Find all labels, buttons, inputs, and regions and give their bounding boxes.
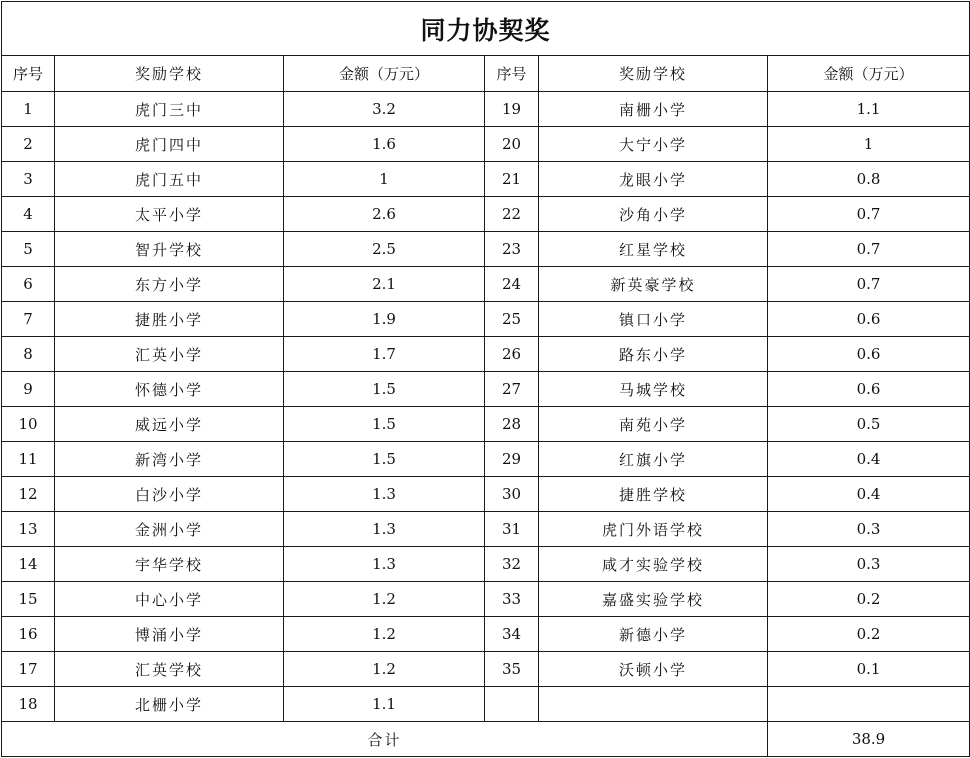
table-row	[2, 127, 970, 162]
row-school-right: 虎门外语学校	[539, 512, 768, 547]
table-row	[2, 512, 970, 547]
row-index-left: 7	[2, 302, 55, 337]
row-index-right: 22	[485, 197, 539, 232]
row-school-right: 嘉盛实验学校	[539, 582, 768, 617]
row-index-right: 19	[485, 92, 539, 127]
table-row	[2, 477, 970, 512]
table-row	[2, 652, 970, 687]
row-amount-right: 1.1	[768, 92, 970, 127]
row-school-right: 镇口小学	[539, 302, 768, 337]
row-school-left: 太平小学	[55, 197, 284, 232]
row-index-right: 26	[485, 337, 539, 372]
row-index-left: 1	[2, 92, 55, 127]
row-school-left: 捷胜小学	[55, 302, 284, 337]
row-school-left: 东方小学	[55, 267, 284, 302]
row-index-left: 11	[2, 442, 55, 477]
row-index-left: 2	[2, 127, 55, 162]
row-index-right: 34	[485, 617, 539, 652]
row-school-right: 新英豪学校	[539, 267, 768, 302]
row-index-right: 32	[485, 547, 539, 582]
header-index-left: 序号	[2, 56, 55, 92]
table-row	[2, 442, 970, 477]
table-row	[2, 232, 970, 267]
row-amount-right: 0.6	[768, 337, 970, 372]
row-amount-left: 1.3	[284, 512, 485, 547]
row-amount-left: 3.2	[284, 92, 485, 127]
row-index-left: 18	[2, 687, 55, 722]
row-school-left: 博涌小学	[55, 617, 284, 652]
row-amount-left: 1.5	[284, 407, 485, 442]
row-index-right: 27	[485, 372, 539, 407]
row-index-left: 15	[2, 582, 55, 617]
row-amount-left: 1.7	[284, 337, 485, 372]
row-amount-left: 2.6	[284, 197, 485, 232]
row-amount-left: 1.1	[284, 687, 485, 722]
row-index-right	[485, 687, 539, 722]
total-label: 合计	[2, 722, 768, 757]
row-school-right: 新德小学	[539, 617, 768, 652]
row-amount-right: 0.7	[768, 267, 970, 302]
table-row	[2, 372, 970, 407]
table-row	[2, 162, 970, 197]
header-amount-left: 金额（万元）	[284, 56, 485, 92]
row-index-left: 16	[2, 617, 55, 652]
row-index-left: 8	[2, 337, 55, 372]
row-index-left: 6	[2, 267, 55, 302]
table-body	[2, 2, 970, 757]
title-row	[2, 2, 970, 56]
row-amount-right: 0.6	[768, 372, 970, 407]
row-school-left: 宇华学校	[55, 547, 284, 582]
row-amount-right: 0.4	[768, 442, 970, 477]
row-school-right: 马城学校	[539, 372, 768, 407]
header-row	[2, 56, 970, 92]
row-index-right: 24	[485, 267, 539, 302]
row-school-left: 威远小学	[55, 407, 284, 442]
row-index-right: 21	[485, 162, 539, 197]
row-school-left: 北栅小学	[55, 687, 284, 722]
header-school-right: 奖励学校	[539, 56, 768, 92]
row-amount-right: 0.4	[768, 477, 970, 512]
row-index-left: 9	[2, 372, 55, 407]
row-amount-right: 0.2	[768, 582, 970, 617]
row-school-right	[539, 687, 768, 722]
award-table	[1, 1, 970, 757]
row-index-right: 31	[485, 512, 539, 547]
table-row	[2, 407, 970, 442]
row-index-right: 35	[485, 652, 539, 687]
row-amount-left: 1.3	[284, 547, 485, 582]
row-amount-left: 1.2	[284, 652, 485, 687]
row-school-left: 虎门四中	[55, 127, 284, 162]
row-index-left: 13	[2, 512, 55, 547]
row-index-left: 14	[2, 547, 55, 582]
row-index-right: 25	[485, 302, 539, 337]
row-amount-right	[768, 687, 970, 722]
total-row	[2, 722, 970, 757]
row-amount-right: 0.8	[768, 162, 970, 197]
row-amount-left: 1.5	[284, 442, 485, 477]
row-school-left: 智升学校	[55, 232, 284, 267]
row-amount-left: 1.2	[284, 617, 485, 652]
header-index-right: 序号	[485, 56, 539, 92]
row-index-right: 28	[485, 407, 539, 442]
row-school-right: 红旗小学	[539, 442, 768, 477]
row-school-left: 汇英小学	[55, 337, 284, 372]
row-amount-right: 0.7	[768, 197, 970, 232]
row-amount-right: 0.3	[768, 547, 970, 582]
table-row	[2, 302, 970, 337]
row-amount-right: 0.5	[768, 407, 970, 442]
table-row	[2, 92, 970, 127]
row-school-right: 大宁小学	[539, 127, 768, 162]
row-amount-left: 2.5	[284, 232, 485, 267]
row-school-left: 新湾小学	[55, 442, 284, 477]
row-index-right: 33	[485, 582, 539, 617]
row-school-left: 汇英学校	[55, 652, 284, 687]
row-amount-left: 1.3	[284, 477, 485, 512]
table-title: 同力协契奖	[2, 2, 970, 56]
row-index-left: 12	[2, 477, 55, 512]
row-amount-right: 1	[768, 127, 970, 162]
row-index-left: 3	[2, 162, 55, 197]
row-amount-right: 0.1	[768, 652, 970, 687]
table-row	[2, 687, 970, 722]
row-index-left: 5	[2, 232, 55, 267]
row-amount-left: 1.9	[284, 302, 485, 337]
row-school-right: 红星学校	[539, 232, 768, 267]
row-school-right: 沙角小学	[539, 197, 768, 232]
row-school-right: 捷胜学校	[539, 477, 768, 512]
row-school-left: 白沙小学	[55, 477, 284, 512]
row-school-left: 虎门五中	[55, 162, 284, 197]
row-amount-left: 1.5	[284, 372, 485, 407]
row-index-right: 23	[485, 232, 539, 267]
table-row	[2, 617, 970, 652]
row-index-left: 17	[2, 652, 55, 687]
total-value: 38.9	[768, 722, 970, 757]
row-amount-left: 1.6	[284, 127, 485, 162]
row-amount-left: 1	[284, 162, 485, 197]
row-index-left: 4	[2, 197, 55, 232]
table-row	[2, 267, 970, 302]
row-school-right: 咸才实验学校	[539, 547, 768, 582]
row-amount-right: 0.2	[768, 617, 970, 652]
row-school-left: 金洲小学	[55, 512, 284, 547]
row-school-left: 中心小学	[55, 582, 284, 617]
row-school-right: 路东小学	[539, 337, 768, 372]
row-index-right: 30	[485, 477, 539, 512]
row-index-right: 20	[485, 127, 539, 162]
row-amount-right: 0.7	[768, 232, 970, 267]
header-amount-right: 金额（万元）	[768, 56, 970, 92]
row-school-right: 南苑小学	[539, 407, 768, 442]
row-school-left: 怀德小学	[55, 372, 284, 407]
table-row	[2, 197, 970, 232]
row-school-right: 沃顿小学	[539, 652, 768, 687]
row-school-right: 龙眼小学	[539, 162, 768, 197]
row-index-left: 10	[2, 407, 55, 442]
row-school-right: 南栅小学	[539, 92, 768, 127]
row-amount-right: 0.6	[768, 302, 970, 337]
row-index-right: 29	[485, 442, 539, 477]
row-amount-left: 1.2	[284, 582, 485, 617]
row-school-left: 虎门三中	[55, 92, 284, 127]
table-row	[2, 547, 970, 582]
row-amount-left: 2.1	[284, 267, 485, 302]
row-amount-right: 0.3	[768, 512, 970, 547]
table-row	[2, 337, 970, 372]
table-row	[2, 582, 970, 617]
header-school-left: 奖励学校	[55, 56, 284, 92]
